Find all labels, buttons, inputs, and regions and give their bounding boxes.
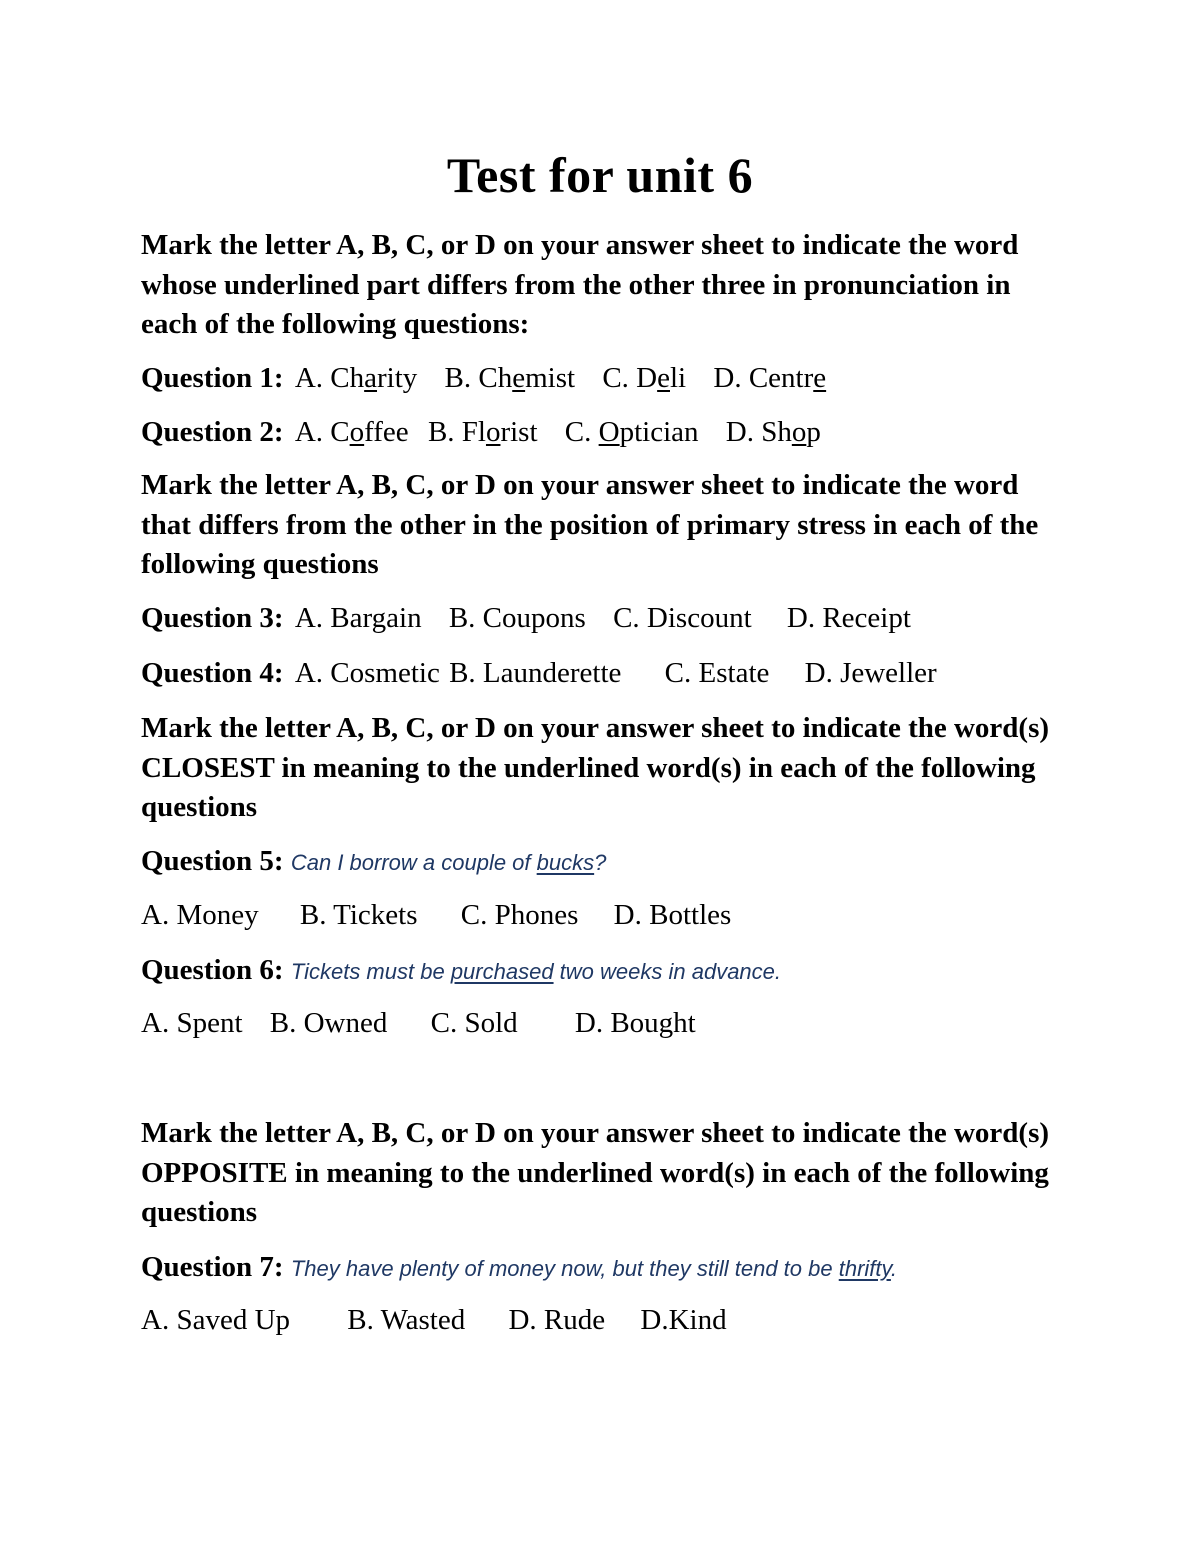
option-a: A. Money bbox=[141, 899, 259, 931]
question-7 bbox=[141, 1249, 897, 1287]
question-sentence: They have plenty of money now, but they still tend to be thrifty. bbox=[290, 1256, 898, 1281]
option-a: A. Charity bbox=[294, 362, 418, 394]
question-label: Question 3: bbox=[141, 602, 284, 634]
instruction-pronunciation: Mark the letter A, B, C, or D on your answer sheet to indicate the word whose underlined part differs from the other three in pronunciation in each of the following questions: bbox=[141, 229, 1019, 340]
question-sentence: Can I borrow a couple of bucks? bbox=[290, 850, 607, 875]
option-c: C. Deli bbox=[602, 362, 687, 394]
answer-options-7 bbox=[141, 1302, 727, 1338]
option-a: A. Spent bbox=[141, 1007, 243, 1039]
option-b: B. Chemist bbox=[444, 362, 576, 394]
question-label: Question 4: bbox=[141, 657, 284, 689]
question-label: Question 6: bbox=[141, 954, 284, 986]
option-c: C. Sold bbox=[430, 1007, 518, 1039]
question-3 bbox=[141, 600, 911, 636]
option-b: B. Owned bbox=[269, 1007, 388, 1039]
option-d: D. Bought bbox=[574, 1007, 696, 1039]
instruction-closest: Mark the letter A, B, C, or D on your answer sheet to indicate the word(s) CLOSEST in meaning to the underlined word(s) in each of the following questions bbox=[141, 712, 1050, 823]
option-d: D. Shop bbox=[725, 416, 821, 448]
option-a: A. Bargain bbox=[294, 602, 422, 634]
option-a: A. Saved Up bbox=[141, 1304, 291, 1336]
underlined-word: bucks bbox=[536, 850, 595, 875]
page-title: Test for unit 6 bbox=[446, 147, 754, 203]
option-c: C. Discount bbox=[613, 602, 752, 634]
question-1 bbox=[141, 360, 826, 396]
option-b: B. Coupons bbox=[448, 602, 586, 634]
option-b: B. Launderette bbox=[449, 657, 622, 689]
option-b: B. Tickets bbox=[299, 899, 418, 931]
option-d: D. Centre bbox=[713, 362, 827, 394]
instruction-opposite: Mark the letter A, B, C, or D on your answer sheet to indicate the word(s) OPPOSITE in meaning to the underlined word(s) in each of the following questions bbox=[141, 1117, 1050, 1228]
option-c: C. Optician bbox=[564, 416, 699, 448]
question-6 bbox=[141, 952, 781, 990]
answer-options-6 bbox=[141, 1005, 696, 1041]
underlined-word: purchased bbox=[450, 959, 554, 984]
option-d: D. Jeweller bbox=[804, 657, 937, 689]
question-4 bbox=[141, 655, 937, 691]
question-2 bbox=[141, 414, 821, 450]
option-b: B. Florist bbox=[427, 416, 538, 448]
option-c: C. Estate bbox=[664, 657, 770, 689]
instruction-stress: Mark the letter A, B, C, or D on your answer sheet to indicate the word that differs from the other in the position of primary stress in each of the following questions bbox=[141, 469, 1039, 580]
question-label: Question 1: bbox=[141, 362, 284, 394]
question-sentence: Tickets must be purchased two weeks in advance. bbox=[290, 959, 782, 984]
option-c: C. Phones bbox=[460, 899, 579, 931]
question-label: Question 5: bbox=[141, 845, 284, 877]
question-label: Question 2: bbox=[141, 416, 284, 448]
option-b: B. Wasted bbox=[347, 1304, 466, 1336]
underlined-word: thrifty bbox=[838, 1256, 891, 1281]
option-a: A. Coffee bbox=[294, 416, 409, 448]
option-c: D. Rude bbox=[508, 1304, 606, 1336]
question-label: Question 7: bbox=[141, 1251, 284, 1283]
question-5 bbox=[141, 843, 606, 881]
option-d: D. Receipt bbox=[786, 602, 911, 634]
option-d: D. Bottles bbox=[613, 899, 732, 931]
option-a: A. Cosmetic bbox=[294, 657, 440, 689]
option-d: D.Kind bbox=[640, 1304, 727, 1336]
answer-options-5 bbox=[141, 897, 731, 933]
